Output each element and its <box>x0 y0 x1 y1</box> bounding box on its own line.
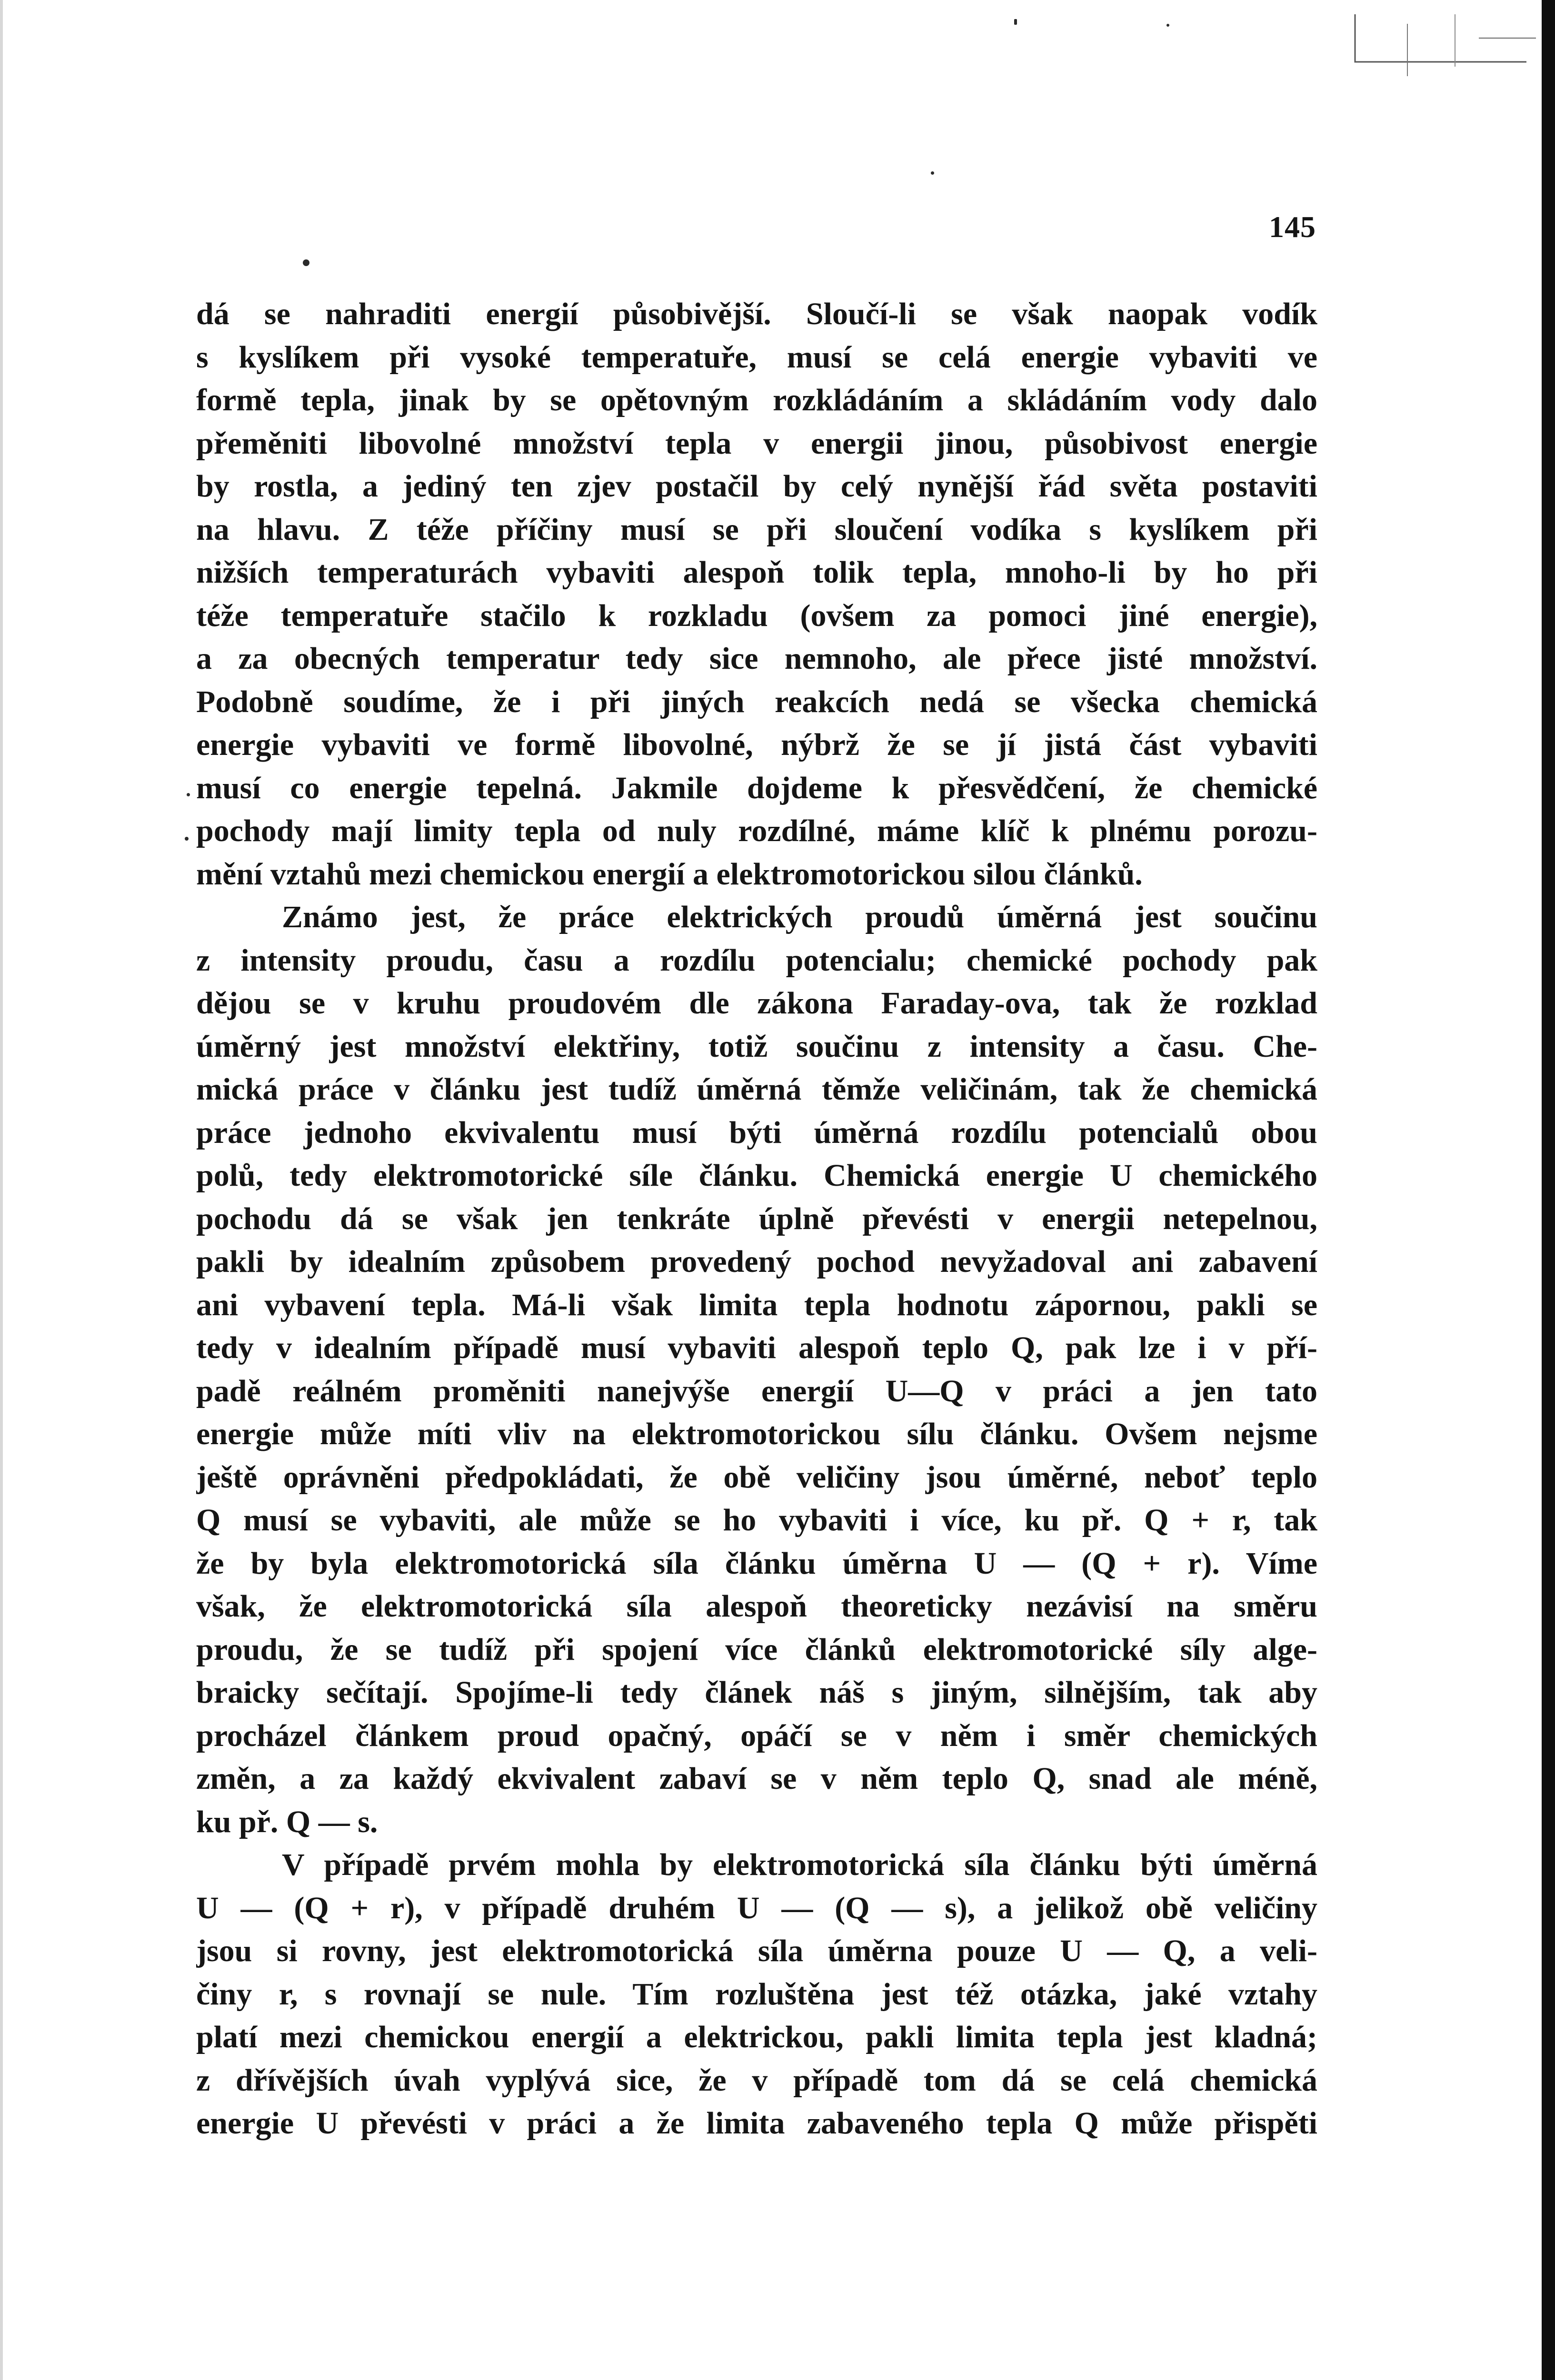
text-line: energie může míti vliv na elektromotorickou sílu článku. Ovšem nejsme <box>196 1417 1317 1451</box>
text-line: práce jednoho ekvivalentu musí býti úměrná rozdílu potencialů obou <box>196 1115 1317 1150</box>
text-line: energie vybaviti ve formě libovolné, nýbrž že se jí jistá část vybaviti <box>196 727 1317 762</box>
text-line: Q musí se vybaviti, ale může se ho vybaviti i více, ku př. Q + r, tak <box>196 1503 1317 1537</box>
text-line: mická práce v článku jest tudíž úměrná těmže veličinám, tak že chemická <box>196 1072 1317 1107</box>
text-line: změn, a za každý ekvivalent zabaví se v něm teplo Q, snad ale méně, <box>196 1761 1317 1796</box>
text-line: platí mezi chemickou energií a elektrickou, pakli limita tepla jest kladná; <box>196 2020 1317 2054</box>
text-line: polů, tedy elektromotorické síle článku. Chemická energie U chemického <box>196 1158 1317 1193</box>
page-number: 145 <box>1269 210 1316 244</box>
text-line: jsou si rovny, jest elektromotorická síla úměrna pouze U — Q, a veli- <box>196 1934 1317 1968</box>
text-line: procházel článkem proud opačný, opáčí se v něm i směr chemických <box>196 1718 1317 1753</box>
body-text <box>196 293 1317 2145</box>
text-line: pochody mají limity tepla od nuly rozdílné, máme klíč k plnému porozu- <box>196 813 1317 848</box>
text-line: ku př. Q — s. <box>196 1804 378 1839</box>
text-line: z dřívějších úvah vyplývá sice, že v případě tom dá se celá chemická <box>196 2063 1317 2098</box>
text-line: úměrný jest množství elektřiny, totiž součinu z intensity a času. Che- <box>196 1029 1317 1064</box>
text-line: by rostla, a jediný ten zjev postačil by celý nynější řád světa postaviti <box>196 469 1317 504</box>
text-line: téže temperatuře stačilo k rozkladu (ovšem za pomoci jiné energie), <box>196 598 1317 633</box>
text-line: pakli by idealním způsobem provedený pochod nevyžadoval ani zabavení <box>196 1244 1317 1279</box>
text-line: však, že elektromotorická síla alespoň theoreticky nezávisí na směru <box>196 1589 1317 1624</box>
text-line: energie U převésti v práci a že limita zabaveného tepla Q může přispěti <box>196 2106 1317 2141</box>
text-line: přeměniti libovolné množství tepla v energii jinou, působivost energie <box>196 426 1317 461</box>
ink-speck <box>1014 19 1017 25</box>
ink-speck <box>931 171 934 175</box>
text-line: činy r, s rovnají se nule. Tím rozluštěna jest též otázka, jaké vztahy <box>196 1976 1317 2012</box>
ink-speck <box>185 837 189 841</box>
text-line: braicky sečítají. Spojíme-li tedy článek náš s jiným, silnějším, tak aby <box>196 1675 1317 1710</box>
text-line: pochodu dá se však jen tenkráte úplně převésti v energii netepelnou, <box>196 1201 1317 1236</box>
text-line: ani vybavení tepla. Má-li však limita tepla hodnotu zápornou, pakli se <box>196 1287 1317 1322</box>
text-line: že by byla elektromotorická síla článku úměrna U — (Q + r). Víme <box>196 1546 1317 1581</box>
text-line: proudu, že se tudíž při spojení více článků elektromotorické síly alge- <box>196 1632 1317 1667</box>
ink-speck <box>1166 24 1169 27</box>
paragraph-start-line: Známo jest, že práce elektrických proudů úměrná jest součinu <box>282 900 1317 934</box>
text-line: formě tepla, jinak by se opětovným rozkládáním a skládáním vody dalo <box>196 383 1317 417</box>
text-line: a za obecných temperatur tedy sice nemnoho, ale přece jisté množství. <box>196 641 1317 676</box>
binding-corner-mark <box>1336 10 1536 81</box>
text-line: Podobně soudíme, že i při jiných reakcích nedá se všecka chemická <box>196 684 1317 719</box>
text-line: padě reálném proměniti nanejvýše energií U—Q v práci a jen tato <box>196 1373 1317 1408</box>
text-line: ještě oprávněni předpokládati, že obě veličiny jsou úměrné, neboť teplo <box>196 1459 1317 1495</box>
text-line: dá se nahraditi energií působivější. Sloučí-li se však naopak vodík <box>196 297 1317 331</box>
scan-edge-right <box>1542 0 1555 2380</box>
paragraph-start-line: V případě prvém mohla by elektromotorická síla článku býti úměrná <box>282 1847 1317 1882</box>
ink-speck <box>187 793 190 796</box>
text-line: dějou se v kruhu proudovém dle zákona Faraday-ova, tak že rozklad <box>196 986 1317 1021</box>
text-line: U — (Q + r), v případě druhém U — (Q — s), a jelikož obě veličiny <box>196 1890 1317 1925</box>
text-line: mění vztahů mezi chemickou energií a elektromotorickou silou článků. <box>196 856 1143 892</box>
text-line: nižších temperaturách vybaviti alespoň tolik tepla, mnoho-li by ho při <box>196 555 1317 590</box>
scan-edge-left <box>0 0 3 2380</box>
text-line: s kyslíkem při vysoké temperatuře, musí se celá energie vybaviti ve <box>196 339 1317 375</box>
text-line: z intensity proudu, času a rozdílu potencialu; chemické pochody pak <box>196 942 1317 978</box>
ink-speck <box>303 259 309 266</box>
text-line: musí co energie tepelná. Jakmile dojdeme k přesvědčení, že chemické <box>196 770 1317 805</box>
text-line: tedy v idealním případě musí vybaviti alespoň teplo Q, pak lze i v pří- <box>196 1330 1317 1365</box>
text-line: na hlavu. Z téže příčiny musí se při sloučení vodíka s kyslíkem při <box>196 512 1317 547</box>
